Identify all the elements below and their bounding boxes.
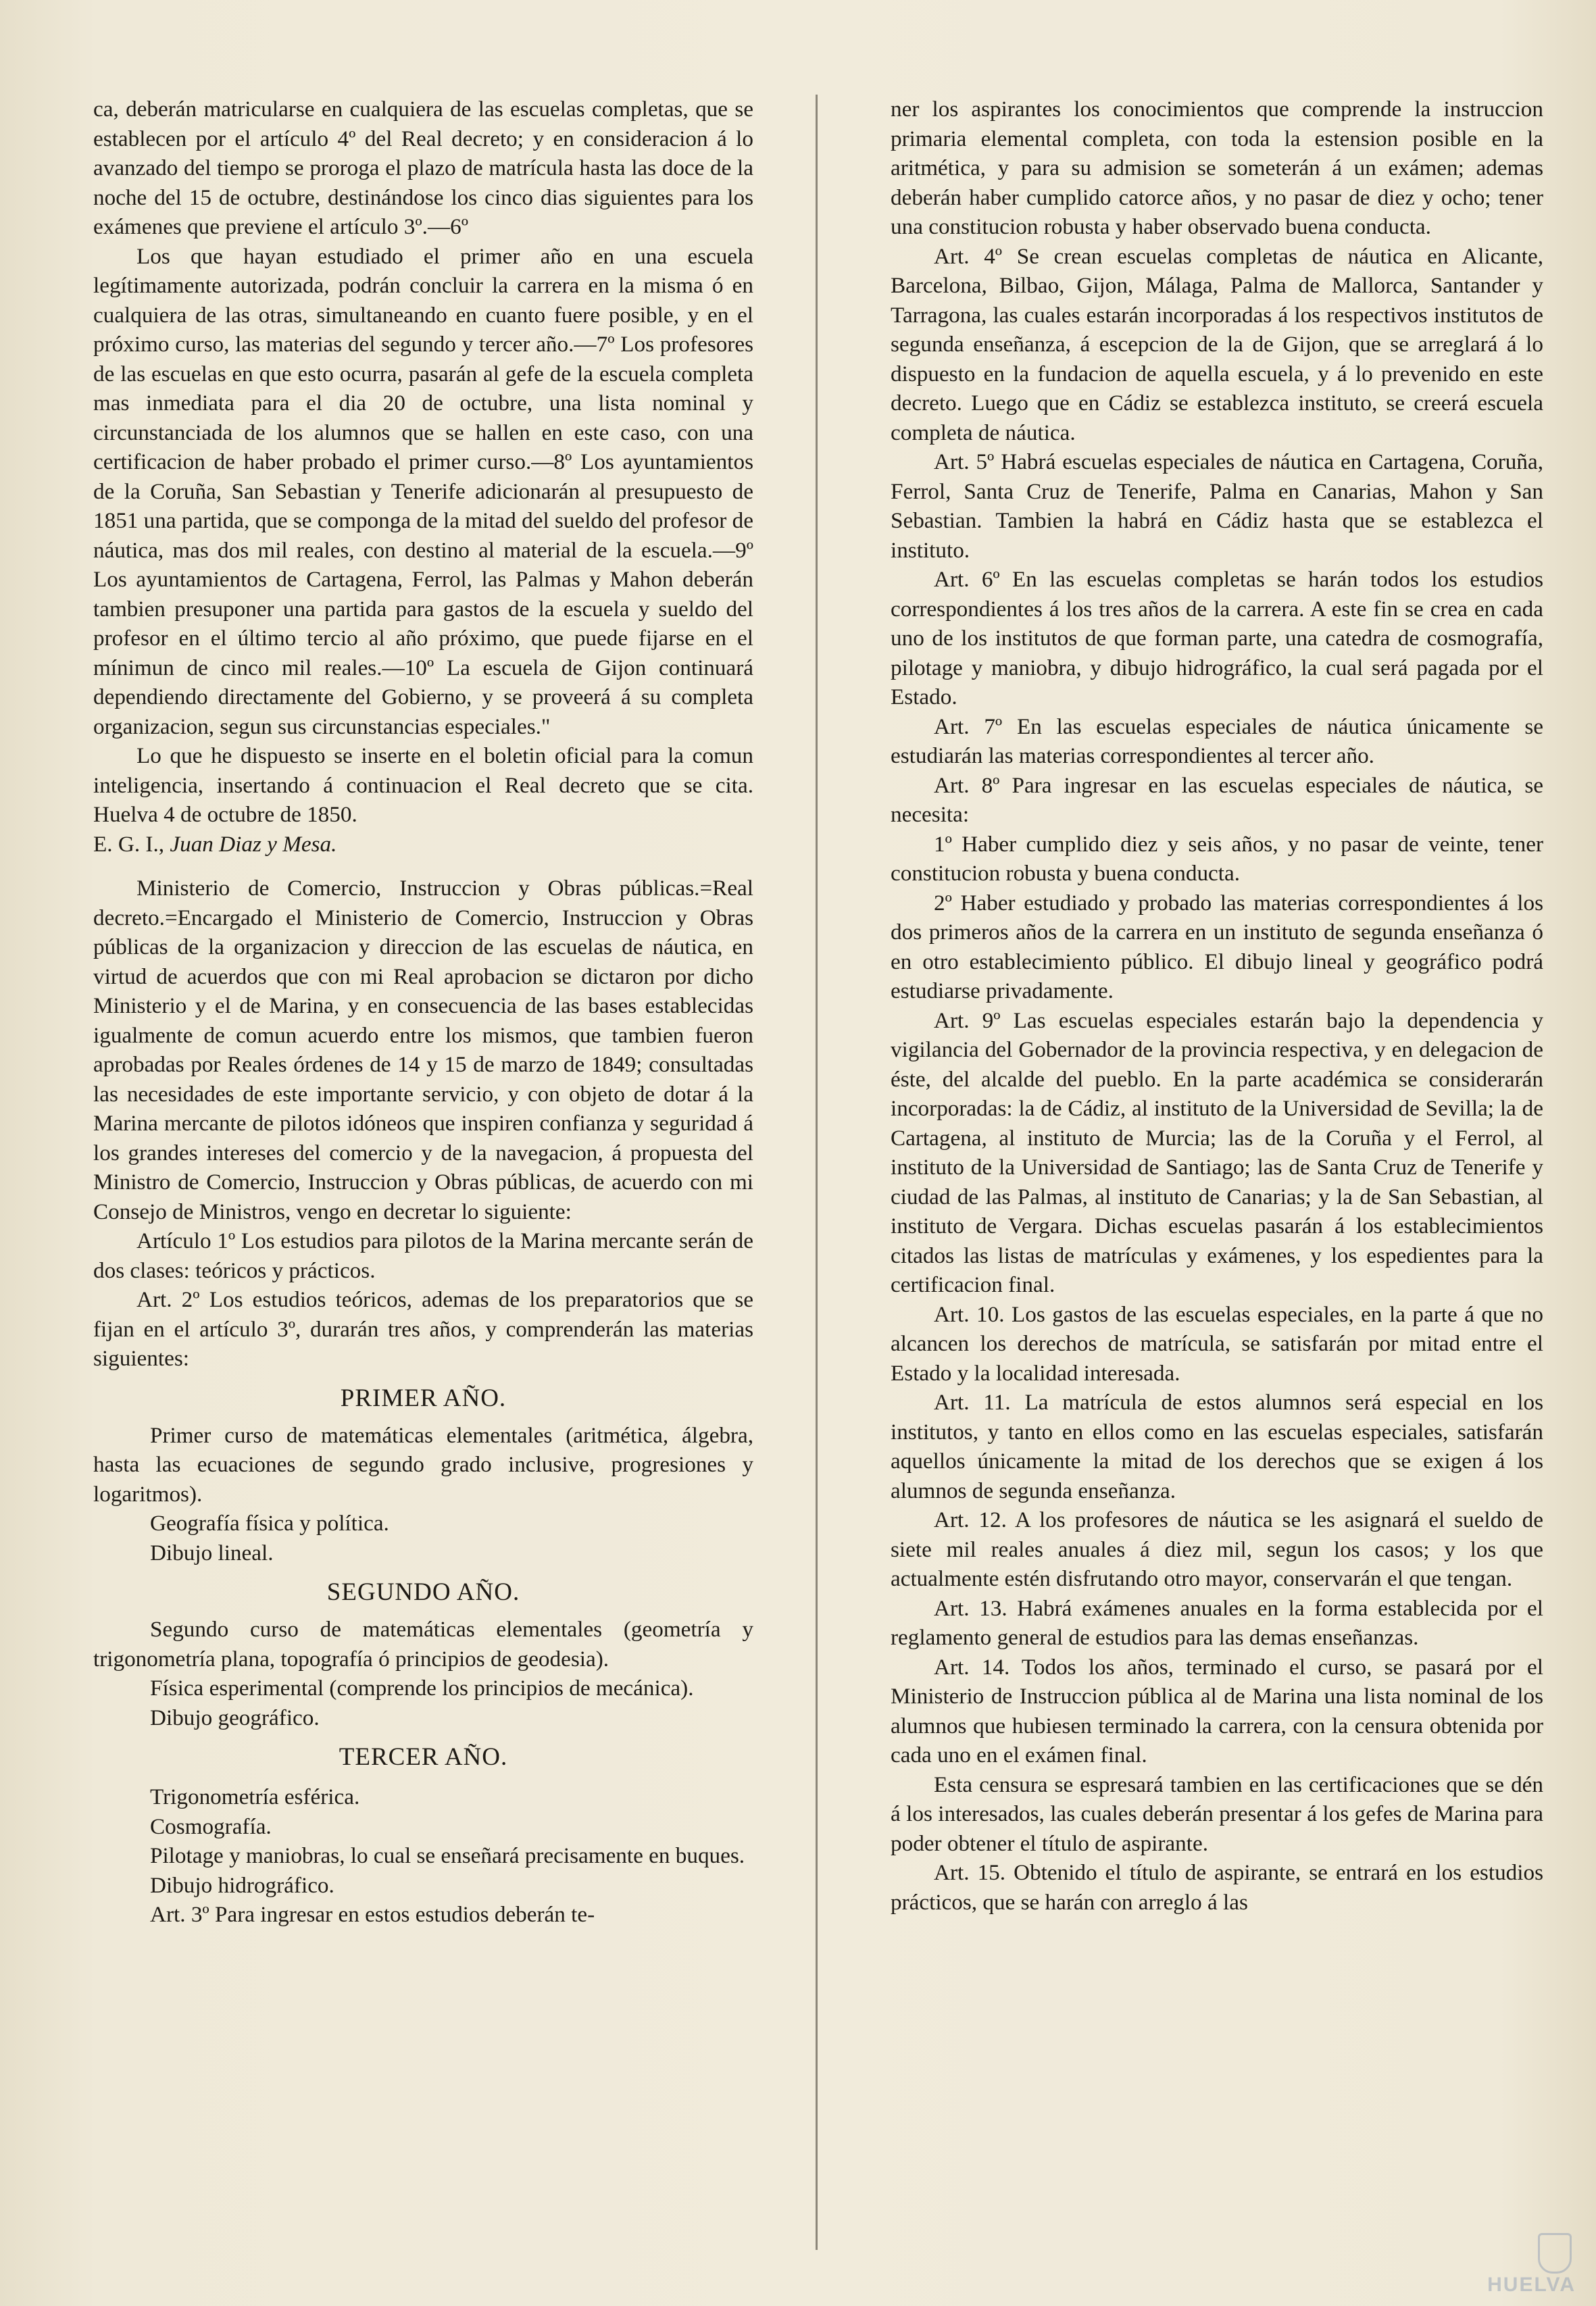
list-item: Geografía física y política.: [150, 1511, 389, 1536]
paragraph-publication-order: [93, 741, 753, 859]
seal-icon: [1538, 2233, 1572, 2274]
list-item: Trigonometría esférica.: [150, 1784, 360, 1809]
paragraph-article-7: Art. 7º En las escuelas especiales de náutica únicamente se estudiarán las materias correspondientes al tercer año.: [891, 713, 1543, 768]
paragraph-article-15: Art. 15. Obtenido el título de aspirante, se entrará en los estudios prácticos, que se harán con arreglo á las: [891, 1860, 1543, 1915]
list-item: Dibujo hidrográfico.: [150, 1872, 334, 1898]
paragraph-article-4: Art. 4º Se crean escuelas completas de náutica en Alicante, Barcelona, Bilbao, Gijon, Málaga, Palma de Mallorca, Santander y Tarragona, las cuales estarán incorporadas á los respectivos institutos de segunda enseñanza, á escepcion de la de Gijon, que se arreglará á lo dispuesto en la fundacion de aquella escuela, y á lo prevenido en este decreto. Luego que en Cádiz se establezca instituto, se creerá escuela completa de náutica.: [891, 243, 1543, 445]
paragraph-real-decreto: Ministerio de Comercio, Instruccion y Obras públicas.=Real decreto.=Encargado el Ministerio de Comercio, Instruccion y Obras públicas de la organizacion y direccion de las escuelas de náutica, en virtud de acuerdos que con mi Real aprobacion se dictaron por dicho Ministerio y el de Marina, y en consecuencia de las bases establecidas igualmente de comun acuerdo entre los mismos, que tambien fueron aprobadas por Reales órdenes de 14 y 15 de marzo de 1849; consultadas las necesidades de este importante servicio, y con objeto de dotar á la Marina mercante de pilotos idóneos que inspiren confianza y seguridad á los grandes intereses del comercio y de la navegacion, á propuesta del Ministro de Comercio, Instruccion y Obras públicas, de acuerdo con mi Consejo de Ministros, vengo en decretar lo siguiente:: [93, 876, 753, 1224]
left-column: [93, 95, 753, 1930]
paragraph-article-14: Art. 14. Todos los años, terminado el curso, se pasará por el Ministerio de Instruccion pública al de Marina una lista nominal de los alumnos que hubiesen terminado la carrera, con la censura obtenida por cada uno en el exámen final.: [891, 1654, 1543, 1768]
heading-tercer-ano: TERCER AÑO.: [339, 1743, 508, 1771]
list-item: Segundo curso de matemáticas elementales (geometría y trigonometría plana, topografía ó principios de geodesia).: [93, 1617, 753, 1672]
list-item: Dibujo geográfico.: [150, 1705, 320, 1730]
paragraph-article-5: Art. 5º Habrá escuelas especiales de náutica en Cartagena, Coruña, Ferrol, Santa Cruz de Tenerife, Palma en Canarias, Mahon y San Sebastian. Tambien la habrá en Cádiz hasta que se establezca el instituto.: [891, 449, 1543, 563]
heading-primer-ano: PRIMER AÑO.: [340, 1384, 507, 1412]
paragraph-article-2: Art. 2º Los estudios teóricos, ademas de los preparatorios que se fijan en el artículo 3º, durarán tres años, y comprenderán las materias siguientes:: [93, 1287, 753, 1371]
paragraph-article-3: Art. 3º Para ingresar en estos estudios deberán te-: [150, 1902, 595, 1927]
signature-name: Juan Diaz y Mesa.: [170, 831, 337, 857]
paragraph-article-12: Art. 12. A los profesores de náutica se les asignará el sueldo de siete mil reales anuales á diez mil, segun los casos; y los que actualmente estén disfrutando otro mayor, conservarán el que tengan.: [891, 1507, 1543, 1591]
paragraph-articles-6-10: Los que hayan estudiado el primer año en una escuela legítimamente autorizada, podrán concluir la carrera en la misma ó en cualquiera de las otras, simultaneando en cuanto fuere posible, y en el próximo curso, las materias del segundo y tercer año.—7º Los profesores de las escuelas en que esto ocurra, pasarán al gefe de la escuela completa mas inmediata para el dia 20 de octubre, una lista nominal y circunstanciada de los alumnos que se hallen en este caso, con una certificacion de haber probado el primer curso.—8º Los ayuntamientos de la Coruña, San Sebastian y Tenerife adicionarán al presupuesto de 1851 una partida, que se componga de la mitad del sueldo del profesor de náutica, mas dos mil reales, con destino al material de la escuela.—9º Los ayuntamientos de Cartagena, Ferrol, las Palmas y Mahon deberán tambien presuponer una partida para gastos de la escuela y sueldo del profesor en el último tercio al año próximo, que puede fijarse en el mínimun de cinco mil reales.—10º La escuela de Gijon continuará dependiendo directamente del Gobierno, y se proveerá á su completa organizacion, segun sus circunstancias especiales.": [93, 243, 753, 739]
paragraph-article-11: Art. 11. La matrícula de estos alumnos será especial en los institutos, y tanto en ellos como en las escuelas especiales, satisfarán aquellos únicamente la mitad de los derechos que se exigen á los alumnos de segunda enseñanza.: [891, 1390, 1543, 1503]
paragraph-continuation: ca, deberán matricularse en cualquiera de las escuelas completas, que se establecen por el artículo 4º del Real decreto; y en consideracion á lo avanzado del tiempo se proroga el plazo de matrícula hasta las doce de la noche del 15 de octubre, destinándose los cinco dias siguientes para los exámenes que previene el artículo 3º.—6º: [93, 97, 753, 239]
list-item: Física esperimental (comprende los principios de mecánica).: [150, 1676, 694, 1701]
list-item: Primer curso de matemáticas elementales (aritmética, álgebra, hasta las ecuaciones de segundo grado inclusive, progresiones y logaritmos).: [93, 1422, 753, 1507]
signature-prefix: E. G. I.,: [93, 831, 170, 857]
list-item: Dibujo lineal.: [150, 1540, 274, 1565]
watermark-text: HUELVA: [1487, 2274, 1576, 2296]
paragraph-article-1: Artículo 1º Los estudios para pilotos de la Marina mercante serán de dos clases: teóricos y prácticos.: [93, 1228, 753, 1283]
paragraph-censura: Esta censura se espresará tambien en las certificaciones que se dén á los interesados, las cuales deberán presentar á los gefes de Marina para poder obtener el título de aspirante.: [891, 1772, 1543, 1856]
paragraph-requirement-2: 2º Haber estudiado y probado las materias correspondientes á los dos primeros años de la carrera en un instituto de segunda enseñanza ó en otro establecimiento público. El dibujo lineal y geográfico podrá estudiarse privadamente.: [891, 890, 1543, 1003]
paragraph-requirement-1: 1º Haber cumplido diez y seis años, y no pasar de veinte, tener constitucion robusta y buena conducta.: [891, 831, 1543, 886]
paragraph-article-9: Art. 9º Las escuelas especiales estarán bajo la dependencia y vigilancia del Gobernador de la provincia respectiva, y en delegacion de éste, del alcalde del pueblo. En la parte académica se considerarán incorporadas: la de Cádiz, al instituto de la Universidad de Sevilla; la de Cartagena, al instituto de Murcia; las de la Coruña y el Ferrol, al instituto de la Universidad de Santiago; las de Santa Cruz de Tenerife y ciudad de las Palmas, al instituto de Canarias; y la de San Sebastian, al instituto de Vergara. Dichas escuelas pasarán á los establecimientos citados las listas de matrículas y exámenes, y los espedientes para la certificacion final.: [891, 1007, 1543, 1297]
library-watermark: [1461, 2233, 1576, 2294]
publication-order-text: Lo que he dispuesto se inserte en el boletin oficial para la comun inteligencia, insertando á continuacion el Real decreto que se cita. Huelva 4 de octubre de 1850.: [93, 743, 753, 827]
paragraph-article-8: Art. 8º Para ingresar en las escuelas especiales de náutica, se necesita:: [891, 772, 1543, 827]
paragraph-article-6: Art. 6º En las escuelas completas se harán todos los estudios correspondientes á los tres años de la carrera. A este fin se crea en cada uno de los institutos de que forman parte, una catedra de cosmografía, pilotage y maniobra, y dibujo hidrográfico, la cual será pagada por el Estado.: [891, 567, 1543, 709]
list-item: Cosmografía.: [150, 1813, 272, 1839]
paragraph-article-13: Art. 13. Habrá exámenes anuales en la forma establecida por el reglamento general de estudios para las demas enseñanzas.: [891, 1595, 1543, 1650]
right-column: [891, 95, 1543, 1917]
heading-segundo-ano: SEGUNDO AÑO.: [326, 1578, 520, 1606]
list-item: Pilotage y maniobras, lo cual se enseñará precisamente en buques.: [150, 1843, 745, 1868]
paragraph-article-10: Art. 10. Los gastos de las escuelas especiales, en la parte á que no alcancen los derechos de matrícula, se satisfarán por mitad entre el Estado y la localidad interesada.: [891, 1301, 1543, 1386]
paragraph-article-3-cont: ner los aspirantes los conocimientos que comprende la instruccion primaria elemental completa, con toda la estension posible en la aritmética, y para su admision se someterán á un exámen; ademas deberán haber cumplido catorce años, y no pasar de diez y ocho; tener una constitucion robusta y haber observado buena conducta.: [891, 97, 1543, 239]
column-divider: [816, 95, 818, 2250]
